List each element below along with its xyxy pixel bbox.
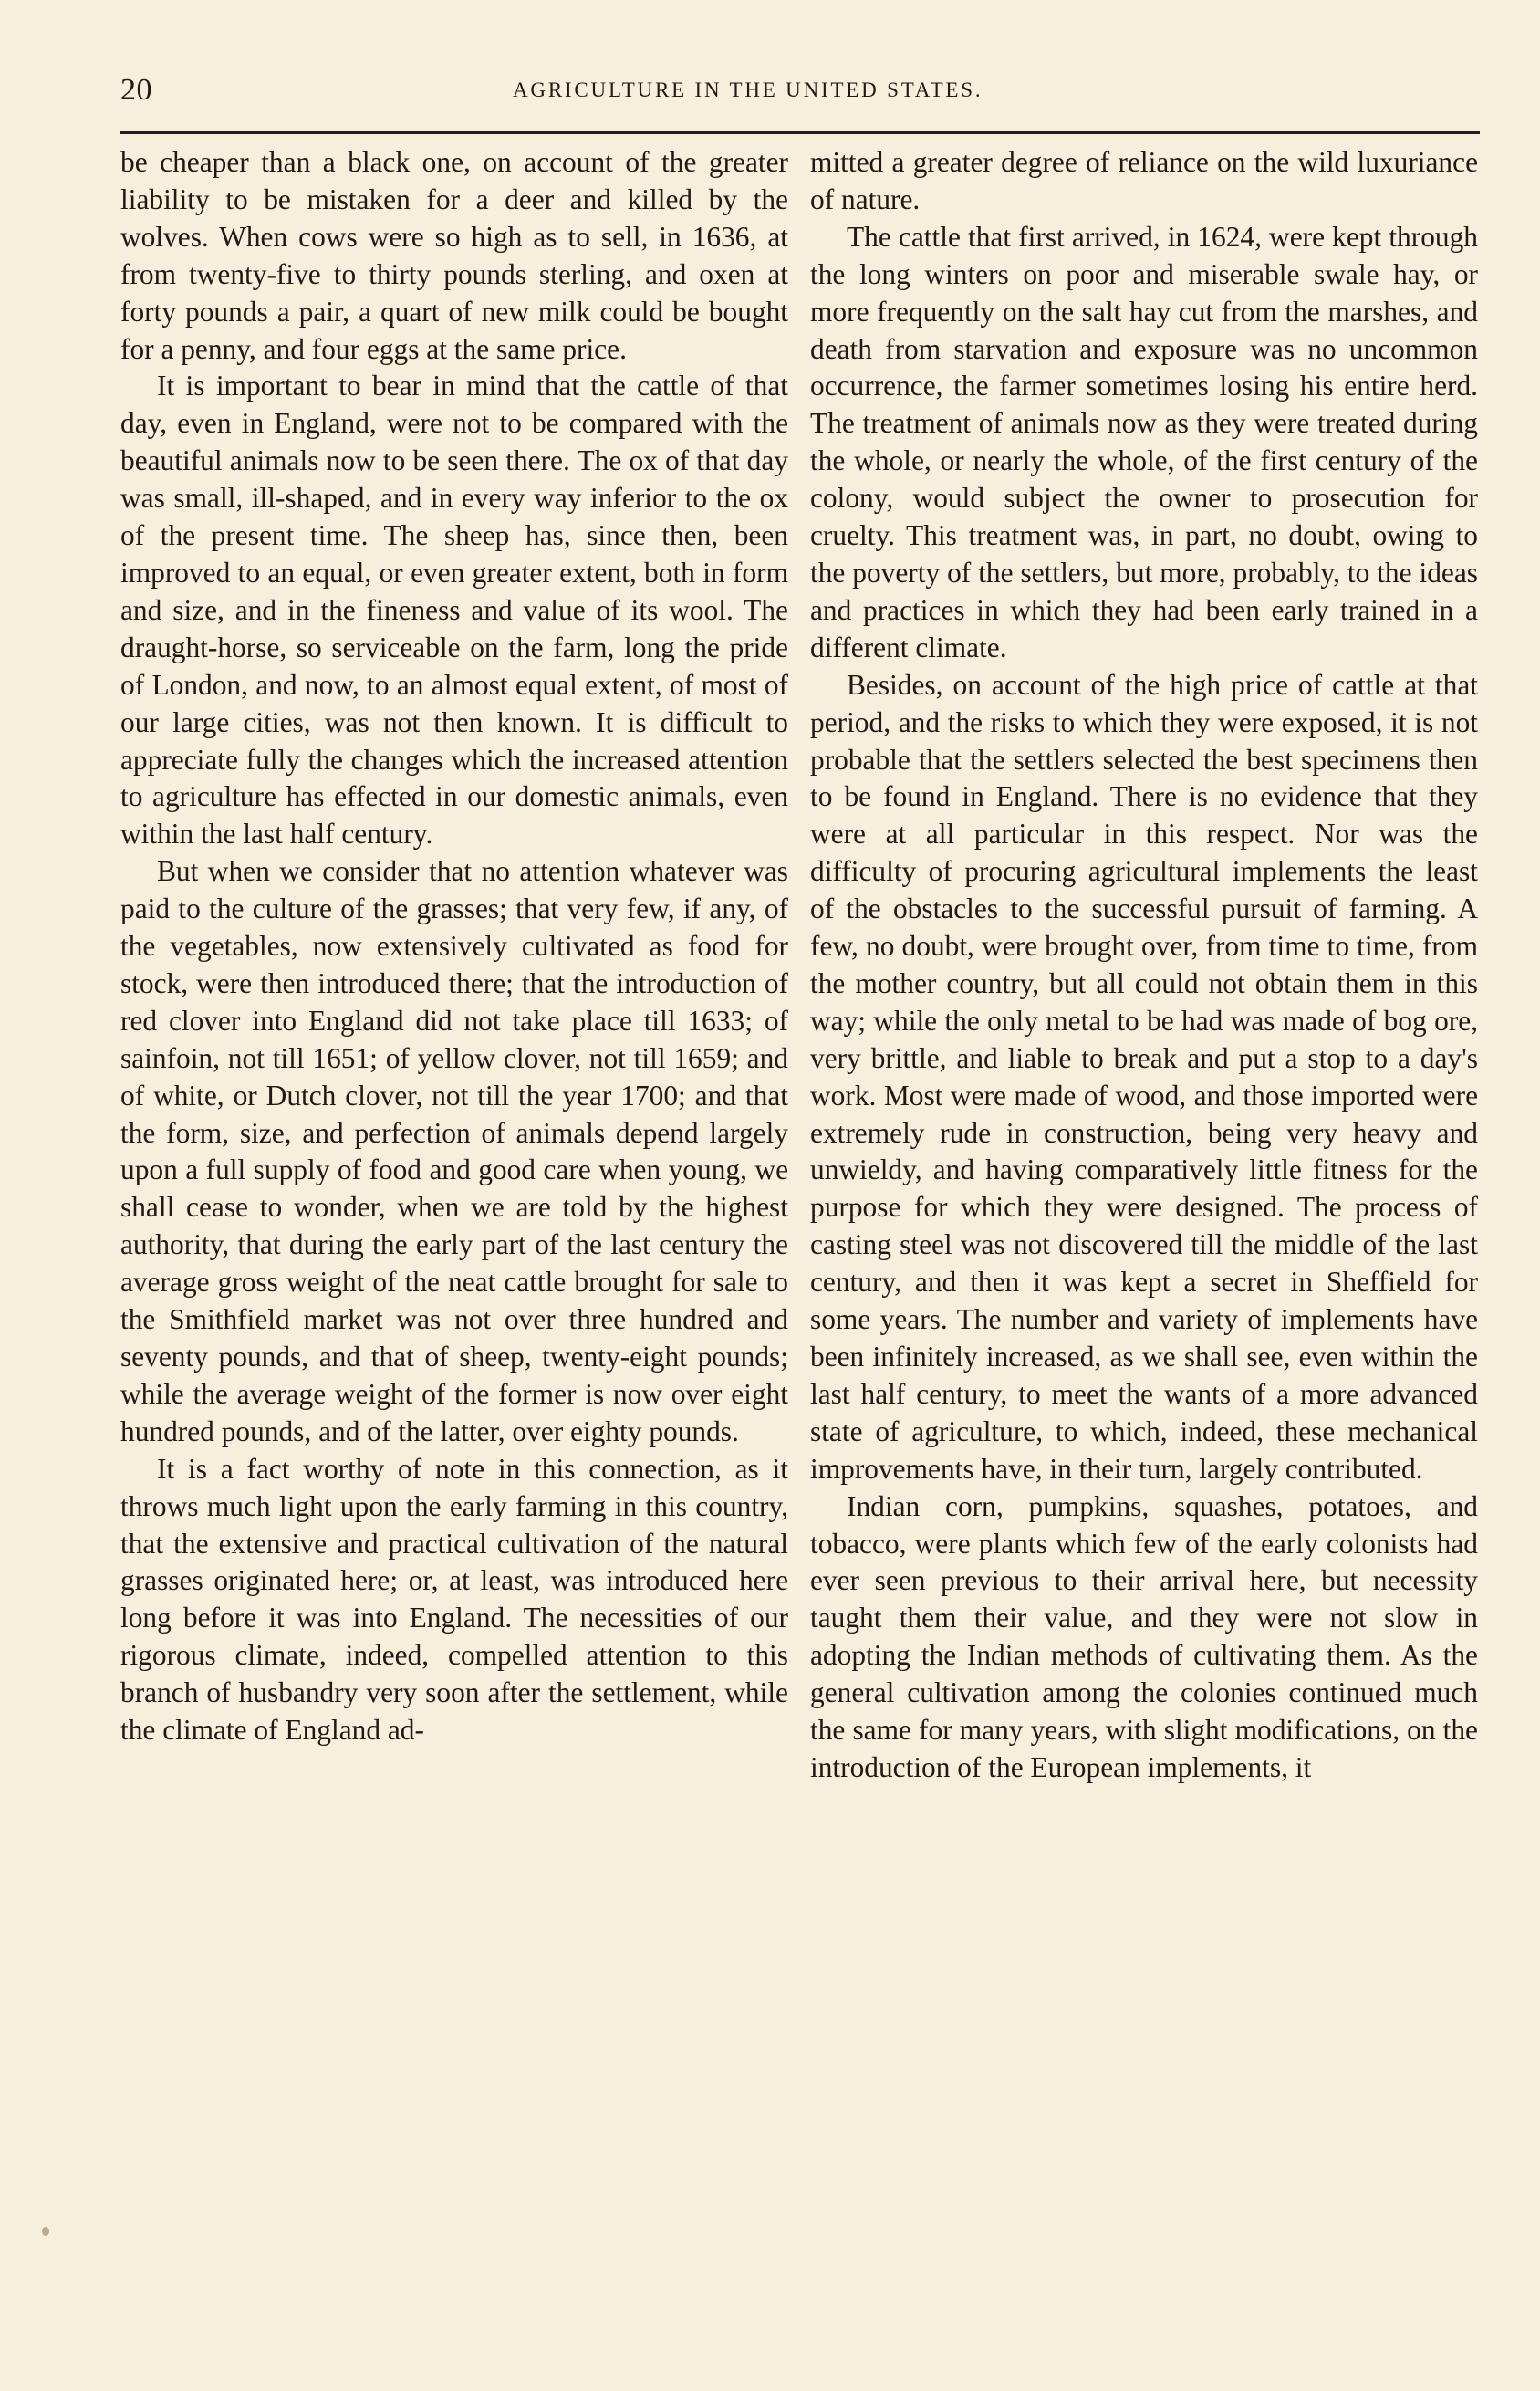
ink-smudge xyxy=(42,2227,49,2236)
paragraph: Indian corn, pumpkins, squashes, potatoes, and tobacco, were plants which few of the early colonists had ever seen previous to their arrival here, but necessity taught them their value, and they were not slow in adopting the Indian methods of cultivating them. As the general cultivation among the colonies continued much the same for many years, with slight modifications, on the introduction of the European implements, it xyxy=(810,1489,1478,1783)
paragraph: The cattle that first arrived, in 1624, were kept through the long winters on poor and miserable swale hay, or more frequently on the salt hay cut from the marshes, and death from starvation and exposure was no uncommon occurrence, the farmer sometimes losing his entire herd. The treatment of animals now as they were treated during the whole, or nearly the whole, of the first century of the colony, would subject the owner to prosecution for cruelty. This treatment was, in part, no doubt, owing to the poverty of the settlers, but more, probably, to the ideas and practices in which they had been early trained in a different climate. xyxy=(810,220,1478,663)
paragraph: be cheaper than a black one, on account of the greater liability to be mistaken for a deer and killed by the wolves. When cows were so high as to sell, in 1636, at from twenty-five to thirty pounds sterling, and oxen at forty pounds a pair, a quart of new milk could be bought for a penny, and four eggs at the same price. xyxy=(120,146,788,365)
paragraph: But when we consider that no attention whatever was paid to the culture of the grasses; that very few, if any, of the vegetables, now extensively cultivated as food for stock, were then introduced there; that the introduction of red clover into England did not take place till 1633; of sainfoin, not till 1651; of yellow clover, not till 1659; and of white, or Dutch clover, not till the year 1700; and that the form, size, and perfection of animals depend largely upon a full supply of food and good care when young, we shall cease to wonder, when we are told by the highest authority, that during the early part of the last century the average gross weight of the neat cattle brought for sale to the Smithfield market was not over three hundred and seventy pounds, and that of sheep, twenty-eight pounds; while the average weight of the former is now over eight hundred pounds, and of the latter, over eighty pounds. xyxy=(120,855,788,1447)
header-rule xyxy=(120,131,1480,134)
page-number: 20 xyxy=(120,73,152,107)
paragraph: It is important to bear in mind that the cattle of that day, even in England, were not to be compared with the beautiful animals now to be seen there. The ox of that day was small, ill-shaped, and in every way inferior to the ox of the present time. The sheep has, since then, been improved to an equal, or even greater extent, both in form and size, and in the fineness and value of its wool. The draught-horse, so serviceable on the farm, long the pride of London, and now, to an almost equal extent, of most of our large cities, was not then known. It is difficult to appreciate fully the changes which the increased attention to agriculture has effected in our domestic animals, even within the last half century. xyxy=(120,370,788,851)
running-title: AGRICULTURE IN THE UNITED STATES. xyxy=(513,78,983,101)
left-column xyxy=(120,144,788,1749)
paragraph: Besides, on account of the high price of cattle at that period, and the risks to which they were exposed, it is not probable that the settlers selected the best specimens then to be found in England. There is no evidence that they were at all particular in this respect. Nor was the difficulty of procuring agricultural implements the least of the obstacles to the successful pursuit of farming. A few, no doubt, were brought over, from time to time, from the mother country, but all could not obtain them in this way; while the only metal to be had was made of bog ore, very brittle, and liable to break and put a stop to a day's work. Most were made of wood, and those imported were extremely rude in construction, being very heavy and unwieldy, and having comparatively little fitness for the purpose for which they were designed. The process of casting steel was not discovered till the middle of the last century, and then it was kept a secret in Sheffield for some years. The number and variety of implements have been infinitely increased, as we shall see, even within the last half century, to meet the wants of a more advanced state of agriculture, to which, indeed, these mechanical improvements have, in their turn, largely contributed. xyxy=(810,668,1478,1485)
right-column xyxy=(810,144,1478,1787)
page-header xyxy=(120,73,1487,117)
paragraph: It is a fact worthy of note in this connection, as it throws much light upon the early farming in this country, that the extensive and practical cultivation of the natural grasses originated here; or, at least, was introduced here long before it was into England. The necessities of our rigorous climate, indeed, compelled attention to this branch of husbandry very soon after the settlement, while the climate of England ad- xyxy=(120,1452,788,1747)
paragraph: mitted a greater degree of reliance on the wild luxuriance of nature. xyxy=(810,146,1478,215)
